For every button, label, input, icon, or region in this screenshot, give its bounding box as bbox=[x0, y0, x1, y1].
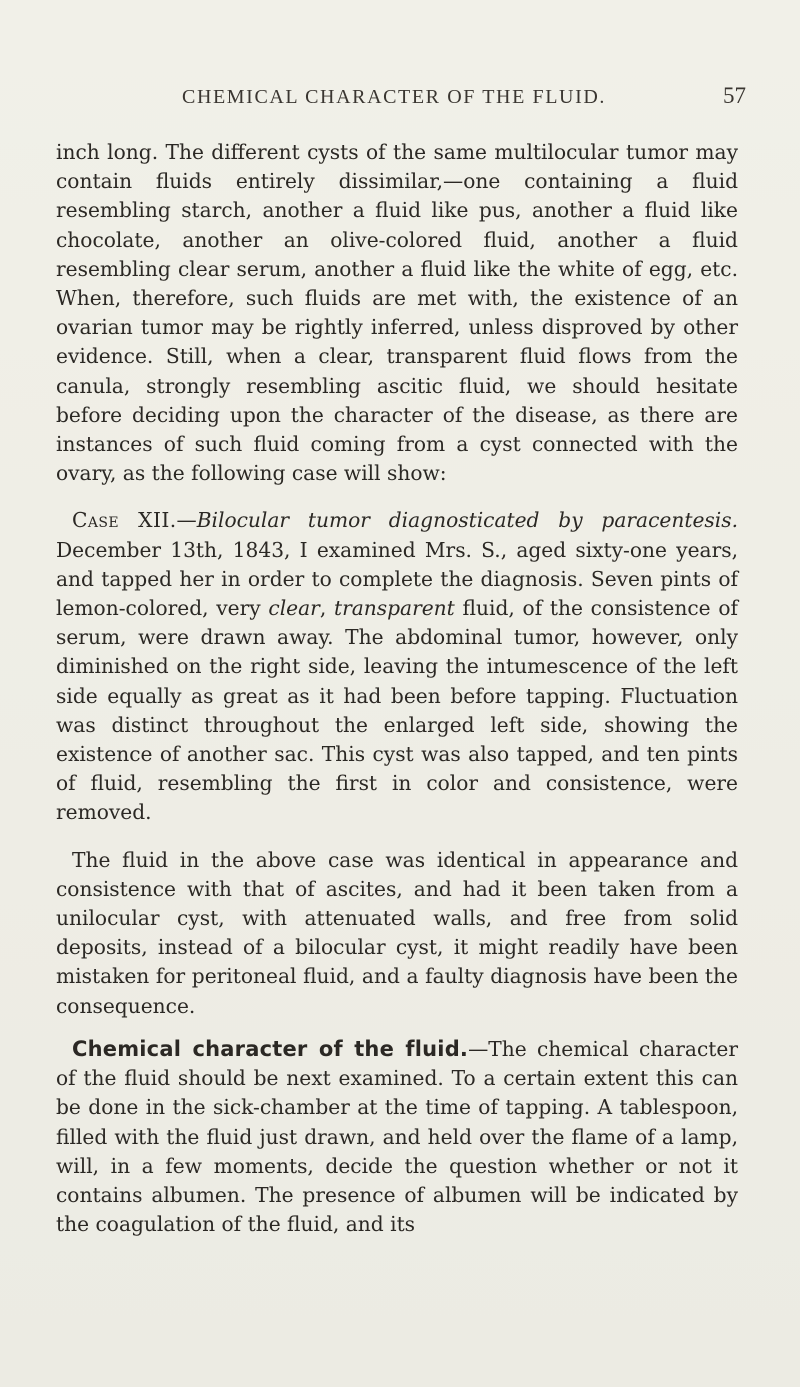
paragraph-gap bbox=[56, 828, 738, 846]
paragraph-gap bbox=[56, 1021, 738, 1035]
body-text bbox=[56, 138, 738, 1239]
section-paragraph bbox=[56, 1035, 738, 1239]
case-paragraph bbox=[56, 506, 738, 827]
running-head bbox=[56, 83, 756, 118]
paragraph-continuation: inch long. The different cysts of the same multilocular tumor may contain fluids entirely dissimilar,—one containing a fluid resembling starch, another a fluid like pus, another a fluid like chocolate, another an olive-colored fluid, another a fluid resembling clear serum, another a fluid like the white of egg, etc. When, therefore, such fluids are met with, the existence of an ovarian tumor may be rightly inferred, unless disproved by other evidence. Still, when a clear, transparent fluid flows from the canula, strongly resembling ascitic fluid, we should hesitate before deciding upon the character of the disease, as there are instances of such fluid coming from a cyst connected with the ovary, as the following case will show: bbox=[56, 140, 738, 486]
case-text-1: December 13th, 1843, I examined Mrs. S., aged sixty-one years, and tapped her in order to complete the diagnosis. Seven pints of lemon-colored, very bbox=[56, 537, 738, 621]
case-text-2: , bbox=[319, 596, 334, 621]
case-emphasis-transparent: transparent bbox=[333, 596, 455, 621]
section-heading: Chemical character of the fluid. bbox=[72, 1036, 469, 1061]
case-emphasis-clear: clear bbox=[268, 596, 320, 621]
case-title: Bilocular tumor diagnosticated by paracentesis. bbox=[196, 508, 738, 533]
case-text-3: fluid, of the consistence of serum, were drawn away. The abdominal tumor, however, only diminished on the right side, leaving the intumescence of the left side equally as great as it had been before tapping. Fluctuation was distinct throughout the enlarged left side, showing the existence of another sac. This cyst was also tapped, and ten pints of fluid, resembling the first in color and consistence, were removed. bbox=[56, 596, 738, 825]
paragraph-ascites: The fluid in the above case was identical in appearance and consistence with that of ascites, and had it been taken from a unilocular cyst, with attenuated walls, and free from solid deposits, instead of a bilocular cyst, it might readily have been mistaken for peritoneal fluid, and a faulty diagnosis have been the consequence. bbox=[56, 847, 738, 1018]
case-label: Case XII. bbox=[72, 508, 177, 533]
case-dash: — bbox=[176, 508, 197, 533]
paragraph-gap bbox=[56, 488, 738, 506]
running-title: CHEMICAL CHARACTER OF THE FLUID. bbox=[182, 86, 606, 108]
page-number: 57 bbox=[723, 83, 746, 108]
section-body: —The chemical character of the fluid should be next examined. To a certain extent this can be done in the sick-chamber at the time of tapping. A tablespoon, filled with the fluid just drawn, and held over the flame of a lamp, will, in a few moments, decide the question whether or not it contains albumen. The presence of albumen will be indicated by the coagulation of the fluid, and its bbox=[56, 1036, 738, 1237]
